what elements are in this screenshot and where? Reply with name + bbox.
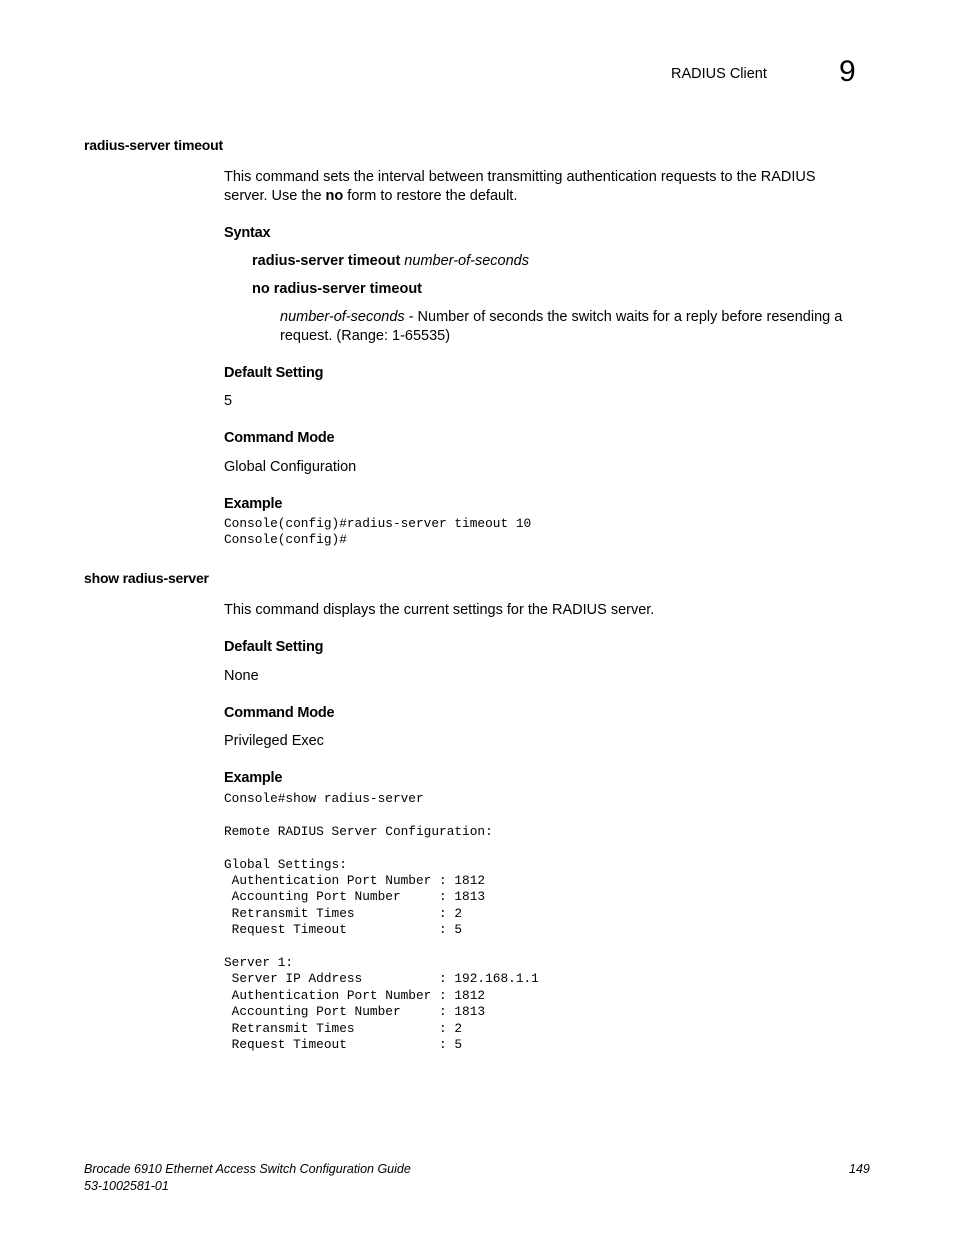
default-setting-value: None (224, 668, 259, 684)
default-setting-label: Default Setting (224, 639, 324, 655)
parameter-text: - Number of seconds the switch waits for a reply before resending a request. (Range: 1-65535) (280, 309, 843, 344)
footer-page-number: 149 (849, 1162, 870, 1176)
example-code-block: Console#show radius-server Remote RADIUS Server Configuration: Global Settings: Authentication Port Number : 1812 Accounting Port Number : 1813 Retransmit Times : 2 Request Timeout : 5 Server 1: Server IP Address : 192.168.1.1 Authentication Port Number : 1812 Accounting Port Number : 1813 Retransmit Times : 2 Request Timeout : 5 (224, 791, 539, 1053)
parameter-description (280, 308, 860, 346)
command-heading-radius-server-timeout: radius-server timeout (84, 137, 223, 153)
footer-document-number: 53-1002581-01 (84, 1179, 169, 1193)
syntax-command: radius-server timeout (252, 253, 401, 269)
example-label: Example (224, 496, 283, 512)
command-heading-show-radius-server: show radius-server (84, 570, 209, 586)
command-description (224, 168, 844, 206)
syntax-label: Syntax (224, 225, 271, 241)
command-mode-label: Command Mode (224, 430, 335, 446)
default-setting-value: 5 (224, 393, 233, 409)
syntax-parameter: number-of-seconds (400, 253, 529, 269)
description-text-end: form to restore the default. (343, 188, 518, 204)
no-keyword: no (325, 188, 344, 204)
command-mode-value: Global Configuration (224, 459, 357, 475)
syntax-no-form: no radius-server timeout (252, 281, 423, 297)
command-mode-label: Command Mode (224, 705, 335, 721)
syntax-line (252, 252, 529, 271)
example-label: Example (224, 770, 283, 786)
running-header-title: RADIUS Client (671, 66, 767, 82)
command-description: This command displays the current settings for the RADIUS server. (224, 602, 655, 618)
footer-guide-title: Brocade 6910 Ethernet Access Switch Configuration Guide (84, 1162, 411, 1176)
default-setting-label: Default Setting (224, 365, 324, 381)
parameter-name: number-of-seconds (280, 309, 405, 325)
chapter-number: 9 (839, 55, 856, 88)
command-mode-value: Privileged Exec (224, 733, 324, 749)
example-code-block: Console(config)#radius-server timeout 10 Console(config)# (224, 516, 532, 548)
description-text: This command sets the interval between transmitting authentication requests to the RADIUS server. Use the (224, 169, 816, 204)
